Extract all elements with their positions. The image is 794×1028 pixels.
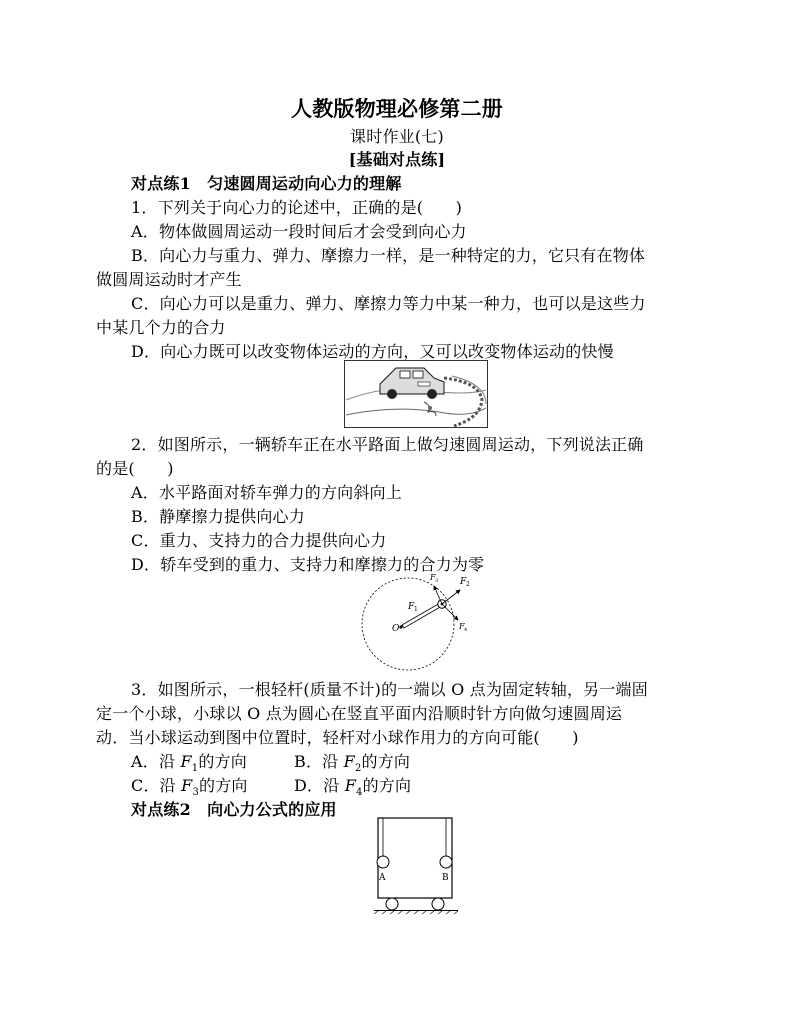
q1-option-d: D．向心力既可以改变物体运动的方向，又可以改变物体运动的快慢 (131, 342, 614, 361)
q2-stem-line2: 的是( ) (96, 459, 174, 478)
q3-stem-line2: 定一个小球，小球以 O 点为圆心在竖直平面内沿顺时针方向做匀速圆周运 (96, 704, 623, 723)
q1-option-c-line1: C．向心力可以是重力、弹力、摩擦力等力中某一种力，也可以是这些力 (131, 294, 646, 313)
q3-option-b: B．沿 $F_2$的方向 (294, 752, 411, 775)
label-a: A (379, 873, 386, 883)
wheel-right (432, 898, 444, 910)
car-turning-figure (344, 360, 488, 428)
ball-b (440, 856, 452, 868)
q1-option-c-line2: 中某几个力的合力 (96, 318, 226, 337)
q1-option-a: A．物体做圆周运动一段时间后才会受到向心力 (131, 222, 467, 241)
label-o: O (392, 624, 400, 634)
q3-option-a: A．沿 $F_1$的方向 (131, 752, 247, 775)
q1-option-b-line2: 做圆周运动时才产生 (96, 270, 242, 289)
section-heading: [基础对点练] (348, 150, 446, 169)
cart-pendulum-figure (372, 814, 460, 914)
label-f4-sub: 4 (464, 627, 468, 633)
q2-option-b: B．静摩擦力提供向心力 (131, 507, 305, 526)
label-f1: F (408, 602, 415, 612)
assignment-subtitle: 课时作业(七) (350, 127, 444, 146)
label-f1-sub: 1 (414, 606, 418, 613)
q1-stem: 1．下列关于向心力的论述中，正确的是( ) (131, 198, 463, 217)
page-title: 人教版物理必修第二册 (291, 96, 503, 121)
q2-option-a: A．水平路面对轿车弹力的方向斜向上 (131, 483, 402, 502)
q1-option-b-line1: B．向心力与重力、弹力、摩擦力一样，是一种特定的力，它只有在物体 (131, 246, 646, 265)
label-b: B (442, 873, 449, 883)
label-f2: F (460, 577, 467, 587)
q2-option-d: D．轿车受到的重力、支持力和摩擦力的合力为零 (131, 555, 485, 574)
label-f3-sub: 3 (435, 578, 439, 584)
q3-option-d: D．沿 $F_4$的方向 (294, 776, 412, 799)
label-f3: F (430, 573, 436, 582)
rod-circle-figure (360, 570, 490, 674)
q3-stem-line1: 3．如图所示，一根轻杆(质量不计)的一端以 O 点为固定转轴，另一端固 (131, 680, 648, 699)
part1-heading: 对点练1 匀速圆周运动向心力的理解 (131, 174, 402, 193)
label-f4: F (459, 622, 465, 631)
force-f4-arrow (442, 604, 458, 620)
q2-stem-line1: 2．如图所示，一辆轿车正在水平路面上做匀速圆周运动，下列说法正确 (131, 435, 644, 454)
ball-a (377, 856, 389, 868)
q3-stem-line3: 动．当小球运动到图中位置时，轻杆对小球作用力的方向可能( ) (96, 728, 579, 747)
part2-heading: 对点练2 向心力公式的应用 (131, 800, 337, 819)
q3-option-c: C．沿 $F_3$的方向 (131, 776, 248, 799)
force-f2-arrow (442, 590, 460, 604)
wheel-left (386, 898, 398, 910)
q2-option-c: C．重力、支持力的合力提供向心力 (131, 531, 387, 550)
label-f2-sub: 2 (466, 581, 470, 588)
